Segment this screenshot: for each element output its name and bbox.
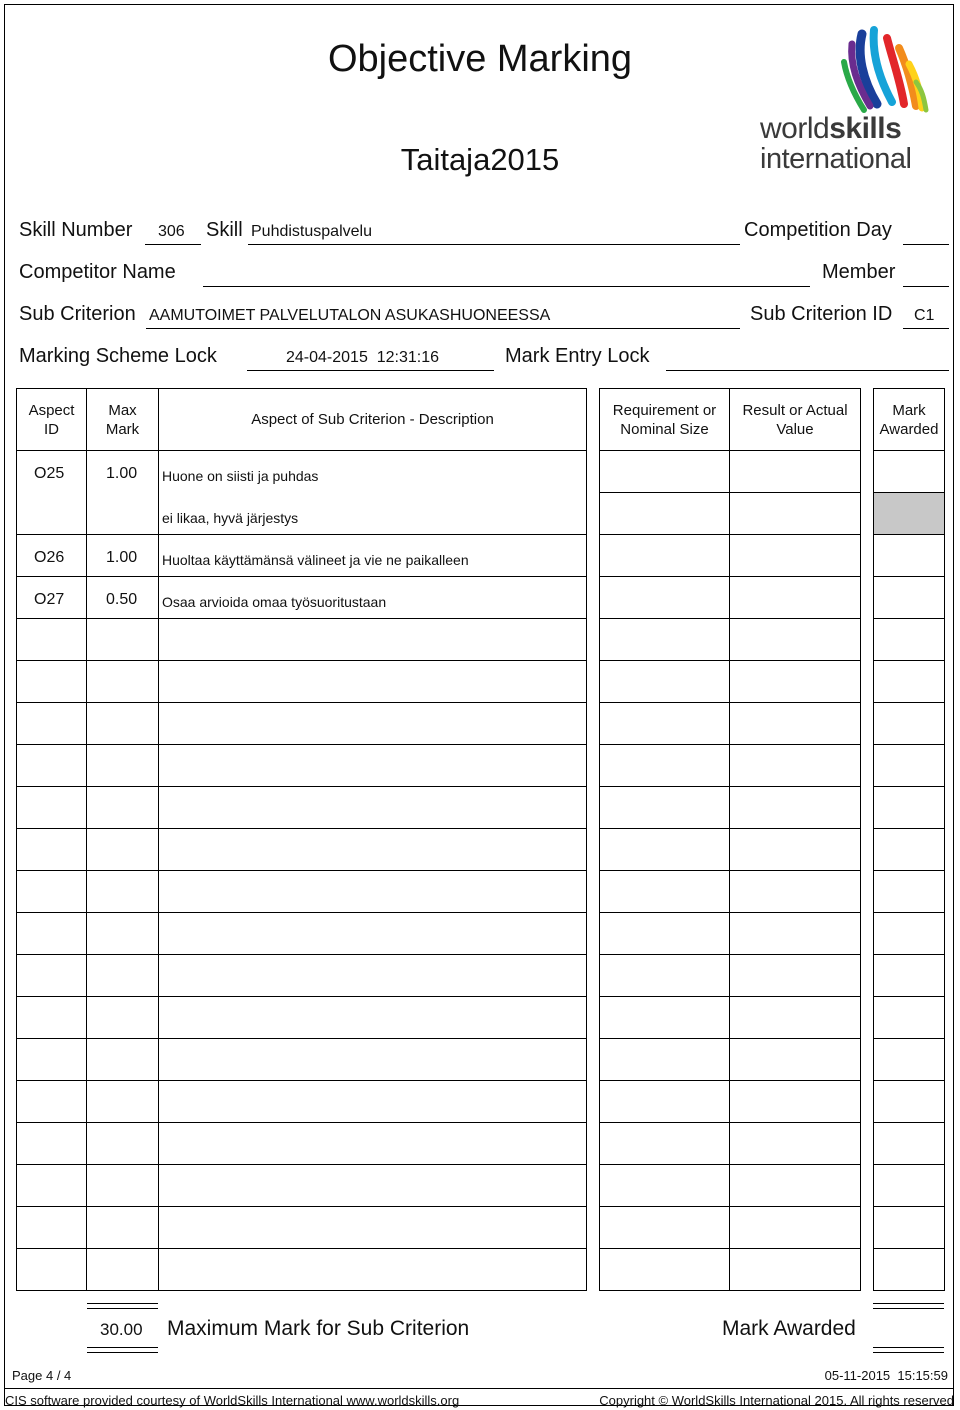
- cell-mark-awarded[interactable]: [873, 954, 945, 997]
- cell-requirement[interactable]: [599, 1080, 730, 1123]
- page-title: Objective Marking: [327, 38, 633, 80]
- sub-criterion-label: Sub Criterion: [19, 303, 136, 325]
- cell-mark-awarded[interactable]: [873, 576, 945, 619]
- cell-max-mark: [86, 492, 159, 535]
- cell-aspect-id: [16, 954, 87, 997]
- header-description: Aspect of Sub Criterion - Description: [158, 388, 587, 451]
- cell-max-mark: [86, 996, 159, 1039]
- cell-max-mark: [86, 702, 159, 745]
- cell-mark-awarded[interactable]: [873, 492, 945, 535]
- cell-mark-awarded[interactable]: [873, 702, 945, 745]
- cell-aspect-id: [16, 702, 87, 745]
- cell-mark-awarded[interactable]: [873, 1038, 945, 1081]
- cell-requirement[interactable]: [599, 912, 730, 955]
- logo-text-world: world: [760, 112, 830, 145]
- copyright-text: Copyright © WorldSkills International 2015. All rights reserved: [599, 1393, 954, 1408]
- marking-scheme-lock-label: Marking Scheme Lock: [19, 345, 217, 367]
- cell-max-mark: [86, 618, 159, 661]
- cell-max-mark: [86, 1248, 159, 1291]
- cell-description: [158, 954, 587, 997]
- mark-awarded-rule-bottom: [873, 1347, 944, 1353]
- row-max-mark: 0.50: [106, 591, 138, 608]
- print-timestamp: 05-11-2015 15:15:59: [824, 1368, 948, 1383]
- cell-mark-awarded[interactable]: [873, 1248, 945, 1291]
- cell-aspect-id: [16, 828, 87, 871]
- cell-requirement[interactable]: [599, 702, 730, 745]
- cell-requirement[interactable]: [599, 870, 730, 913]
- cell-mark-awarded[interactable]: [873, 1164, 945, 1207]
- cell-mark-awarded[interactable]: [873, 996, 945, 1039]
- cell-requirement[interactable]: [599, 954, 730, 997]
- header-aspect-id: Aspect ID: [16, 388, 87, 451]
- row-description: Huoltaa käyttämänsä välineet ja vie ne paikalleen: [162, 552, 469, 568]
- cell-description: [158, 1038, 587, 1081]
- cell-description: [158, 1164, 587, 1207]
- cell-result[interactable]: [729, 954, 861, 997]
- cell-result[interactable]: [729, 996, 861, 1039]
- cell-requirement[interactable]: [599, 576, 730, 619]
- cell-requirement[interactable]: [599, 828, 730, 871]
- cell-mark-awarded[interactable]: [873, 1206, 945, 1249]
- cell-mark-awarded[interactable]: [873, 534, 945, 577]
- cell-aspect-id: [16, 996, 87, 1039]
- cell-max-mark: [86, 870, 159, 913]
- cell-requirement[interactable]: [599, 534, 730, 577]
- cell-result[interactable]: [729, 1038, 861, 1081]
- cell-mark-awarded[interactable]: [873, 912, 945, 955]
- cell-requirement[interactable]: [599, 1038, 730, 1081]
- cell-description: [158, 786, 587, 829]
- cell-description: [158, 744, 587, 787]
- competition-day-label: Competition Day: [744, 219, 892, 241]
- cell-aspect-id: [16, 744, 87, 787]
- cell-max-mark: [86, 828, 159, 871]
- logo-text-skills: skills: [829, 112, 902, 145]
- row-max-mark: 1.00: [106, 465, 138, 482]
- header-result: Result or Actual Value: [729, 388, 861, 451]
- max-total-value: 30.00: [100, 1320, 143, 1339]
- sub-criterion-id-value: C1: [914, 307, 935, 324]
- cell-result[interactable]: [729, 744, 861, 787]
- cell-mark-awarded[interactable]: [873, 786, 945, 829]
- cell-mark-awarded[interactable]: [873, 618, 945, 661]
- cell-requirement[interactable]: [599, 786, 730, 829]
- max-total-rule-top: [87, 1303, 158, 1309]
- skill-number-value: 306: [158, 223, 185, 240]
- skill-number-label: Skill Number: [19, 219, 133, 241]
- header-max-mark: Max Mark: [86, 388, 159, 451]
- mark-awarded-total-label: Mark Awarded: [722, 1317, 856, 1340]
- cell-max-mark: [86, 1080, 159, 1123]
- cell-result[interactable]: [729, 870, 861, 913]
- cell-aspect-id: [16, 786, 87, 829]
- sub-criterion-id-line: [903, 328, 949, 329]
- worldskills-logo-icon: [752, 24, 937, 184]
- cell-mark-awarded[interactable]: [873, 1122, 945, 1165]
- row-aspect-id: O25: [34, 465, 65, 482]
- cell-requirement[interactable]: [599, 1164, 730, 1207]
- courtesy-text: CIS software provided courtesy of WorldSkills International www.worldskills.org: [5, 1393, 460, 1408]
- logo-ribbons: [752, 24, 937, 124]
- header-mark-awarded: Mark Awarded: [873, 388, 945, 451]
- row-description: Osaa arvioida omaa työsuoritustaan: [162, 594, 387, 610]
- cell-result[interactable]: [729, 1248, 861, 1291]
- cell-mark-awarded[interactable]: [873, 1080, 945, 1123]
- cell-max-mark: [86, 786, 159, 829]
- cell-mark-awarded[interactable]: [873, 870, 945, 913]
- cell-aspect-id: [16, 660, 87, 703]
- row-description: Huone on siisti ja puhdas: [162, 468, 319, 484]
- cell-description: [158, 702, 587, 745]
- cell-requirement[interactable]: [599, 660, 730, 703]
- cell-max-mark: [86, 1038, 159, 1081]
- cell-result[interactable]: [729, 912, 861, 955]
- cell-result[interactable]: [729, 786, 861, 829]
- mark-awarded-rule-top: [873, 1303, 944, 1309]
- skill-value: Puhdistuspalvelu: [251, 223, 372, 240]
- cell-description: [158, 660, 587, 703]
- cell-requirement[interactable]: [599, 1206, 730, 1249]
- cell-max-mark: [86, 1122, 159, 1165]
- member-label: Member: [822, 261, 896, 283]
- cell-mark-awarded[interactable]: [873, 828, 945, 871]
- cell-aspect-id: [16, 870, 87, 913]
- cell-result[interactable]: [729, 534, 861, 577]
- cell-mark-awarded[interactable]: [873, 744, 945, 787]
- cell-result[interactable]: [729, 492, 861, 535]
- cell-aspect-id: [16, 1080, 87, 1123]
- cell-max-mark: [86, 1164, 159, 1207]
- cell-mark-awarded[interactable]: [873, 660, 945, 703]
- skill-number-line: [145, 244, 201, 245]
- cell-result[interactable]: [729, 576, 861, 619]
- cell-requirement[interactable]: [599, 1122, 730, 1165]
- event-name: Taitaja2015: [400, 142, 560, 177]
- sub-criterion-line: [146, 328, 740, 329]
- cell-result[interactable]: [729, 618, 861, 661]
- header-requirement: Requirement or Nominal Size: [599, 388, 730, 451]
- cell-description: [158, 1248, 587, 1291]
- logo-text-international: international: [760, 143, 912, 175]
- page-number: Page 4 / 4: [12, 1368, 72, 1383]
- cell-max-mark: [86, 954, 159, 997]
- cell-aspect-id: [16, 1164, 87, 1207]
- row-max-mark: 1.00: [106, 549, 138, 566]
- cell-result[interactable]: [729, 828, 861, 871]
- cell-result[interactable]: [729, 450, 861, 493]
- max-total-rule-bottom: [87, 1347, 158, 1353]
- cell-requirement[interactable]: [599, 450, 730, 493]
- skill-label: Skill: [206, 219, 243, 241]
- row-aspect-id: O27: [34, 591, 65, 608]
- cell-result[interactable]: [729, 1206, 861, 1249]
- cell-result[interactable]: [729, 1122, 861, 1165]
- cell-description: [158, 870, 587, 913]
- cell-description: [158, 1122, 587, 1165]
- mark-entry-lock-label: Mark Entry Lock: [505, 345, 650, 367]
- skill-line: [248, 244, 740, 245]
- cell-description: [158, 618, 587, 661]
- marking-scheme-lock-line: [247, 370, 494, 371]
- cell-requirement[interactable]: [599, 744, 730, 787]
- cell-max-mark: [86, 744, 159, 787]
- cell-requirement[interactable]: [599, 492, 730, 535]
- cell-aspect-id: [16, 492, 87, 535]
- footer-separator: [4, 1388, 954, 1389]
- max-total-label: Maximum Mark for Sub Criterion: [167, 1317, 470, 1340]
- competitor-name-line[interactable]: [203, 286, 810, 287]
- cell-aspect-id: [16, 1248, 87, 1291]
- cell-max-mark: [86, 912, 159, 955]
- member-line[interactable]: [903, 286, 949, 287]
- cell-requirement[interactable]: [599, 1248, 730, 1291]
- cell-aspect-id: [16, 1206, 87, 1249]
- competitor-name-label: Competitor Name: [19, 261, 176, 283]
- cell-result[interactable]: [729, 1080, 861, 1123]
- sub-criterion-value: AAMUTOIMET PALVELUTALON ASUKASHUONEESSA: [149, 307, 551, 324]
- cell-aspect-id: [16, 912, 87, 955]
- cell-requirement[interactable]: [599, 618, 730, 661]
- cell-max-mark: [86, 1206, 159, 1249]
- competition-day-line[interactable]: [903, 244, 949, 245]
- cell-description: [158, 912, 587, 955]
- cell-result[interactable]: [729, 1164, 861, 1207]
- cell-mark-awarded[interactable]: [873, 450, 945, 493]
- cell-description: [158, 1206, 587, 1249]
- cell-description: [158, 828, 587, 871]
- sub-criterion-id-label: Sub Criterion ID: [750, 303, 893, 325]
- cell-requirement[interactable]: [599, 996, 730, 1039]
- row-aspect-id: O26: [34, 549, 65, 566]
- marking-scheme-lock-value: 24-04-2015 12:31:16: [286, 349, 440, 366]
- cell-aspect-id: [16, 1038, 87, 1081]
- cell-result[interactable]: [729, 660, 861, 703]
- cell-aspect-id: [16, 1122, 87, 1165]
- mark-entry-lock-line[interactable]: [666, 370, 949, 371]
- cell-max-mark: [86, 660, 159, 703]
- row-description: ei likaa, hyvä järjestys: [162, 510, 299, 526]
- cell-aspect-id: [16, 618, 87, 661]
- cell-result[interactable]: [729, 702, 861, 745]
- cell-description: [158, 1080, 587, 1123]
- cell-description: [158, 996, 587, 1039]
